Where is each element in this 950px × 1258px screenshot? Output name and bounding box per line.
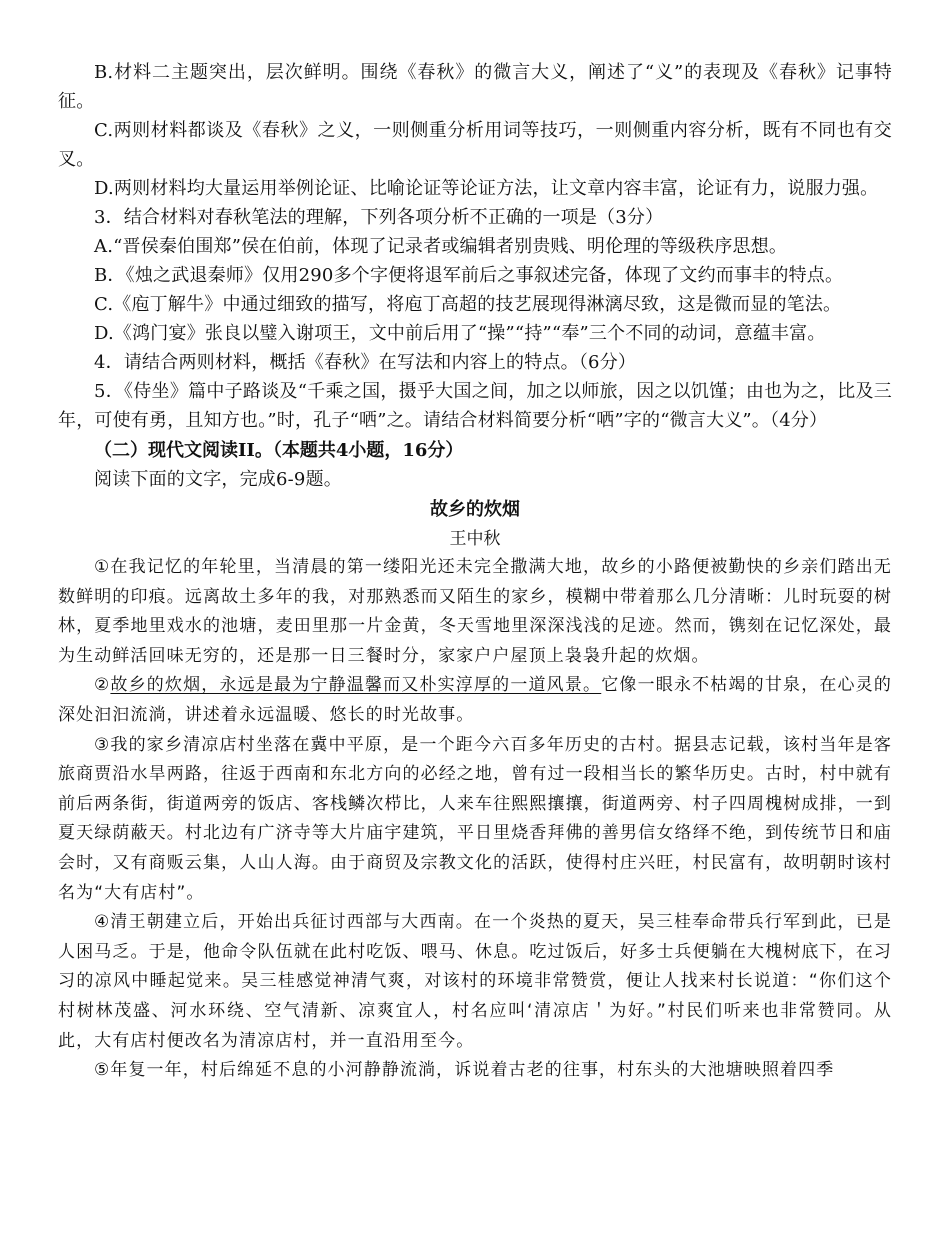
question-3-option-a: A.“晋侯秦伯围郑”侯在伯前，体现了记录者或编辑者别贵贱、明伦理的等级秩序思想。 — [94, 236, 788, 257]
option-c: C.两则材料都谈及《春秋》之义，一则侧重分析用词等技巧，一则侧重内容分析，既有不同也有交叉。 — [58, 120, 892, 170]
paragraph-2-rest: 它像一眼永不枯竭的甘泉，在心灵的深处汩汩流淌，讲述着永远温暖、悠长的时光故事。 — [58, 675, 892, 725]
question-5: 5．《侍坐》篇中子路谈及“千乘之国，摄乎大国之间，加之以师旅，因之以饥馑；由也为之，比及三年，可使有勇，且知方也。”时，孔子“哂”之。请结合材料简要分析“哂”字的“微言大义”。（4分） — [58, 381, 892, 431]
question-4: 4．请结合两则材料，概括《春秋》在写法和内容上的特点。（6分） — [94, 352, 637, 373]
option-d: D.两则材料均大量运用举例论证、比喻论证等论证方法，让文章内容丰富，论证有力，说服力强。 — [94, 178, 879, 199]
article-author: 王中秋 — [449, 529, 501, 549]
question-3-option-b: B．《烛之武退秦师》仅用290多个字便将退军前后之事叙述完备，体现了文约而事丰的特点。 — [94, 265, 844, 286]
exam-page — [58, 58, 892, 1086]
question-3-option-d: D.《鸿门宴》张良以璧入谢项王，文中前后用了“操”“持”“奉”三个不同的动词，意蕴丰富。 — [94, 323, 826, 344]
paragraph-number: ② — [94, 675, 111, 696]
underlined-sentence: 故乡的炊烟，永远是最为宁静温馨而又朴实淳厚的一道风景。 — [110, 675, 602, 696]
option-b: B.材料二主题突出，层次鲜明。围绕《春秋》的微言大义，阐述了“义”的表现及《春秋》记事特征。 — [58, 62, 892, 112]
article-paragraph-5: ⑤年复一年，村后绵延不息的小河静静流淌，诉说着古老的往事，村东头的大池塘映照着四季 — [94, 1060, 835, 1081]
article-paragraph-1: ①在我记忆的年轮里，当清晨的第一缕阳光还未完全撒满大地，故乡的小路便被勤快的乡亲们踏出无数鲜明的印痕。远离故土多年的我，对那熟悉而又陌生的家乡，模糊中带着那么几分清晰：儿时玩耍的树林，夏季地里戏水的池塘，麦田里那一片金黄，冬天雪地里深深浅浅的足迹。然而，镌刻在记忆深处，最为生动鲜活回味无穷的，还是那一日三餐时分，家家户户屋顶上袅袅升起的炊烟。 — [58, 557, 892, 666]
section-heading: （二）现代文阅读II。（本题共4小题，16分） — [94, 440, 464, 461]
question-3-stem: 3．结合材料对春秋笔法的理解，下列各项分析不正确的一项是（3分） — [94, 207, 664, 228]
article-title: 故乡的炊烟 — [430, 499, 520, 520]
section-instruction: 阅读下面的文字，完成6-9题。 — [94, 469, 342, 490]
article-paragraph-4: ④清王朝建立后，开始出兵征讨西部与大西南。在一个炎热的夏天，吴三桂奉命带兵行军到此，已是人困马乏。于是，他命令队伍就在此村吃饭、喂马、休息。吃过饭后，好多士兵便躺在大槐树底下，在习习的凉风中睡起觉来。吴三桂感觉神清气爽，对该村的环境非常赞赏，便让人找来村长说道：“你们这个村树林茂盛、河水环绕、空气清新、凉爽宜人，村名应叫‘清凉店＇为好。”村民们听来也非常赞同。从此，大有店村便改名为清凉店村，并一直沿用至今。 — [58, 912, 892, 1051]
article-paragraph-3: ③我的家乡清凉店村坐落在冀中平原，是一个距今六百多年历史的古村。据县志记载，该村当年是客旅商贾沿水旱两路，往返于西南和东北方向的必经之地，曾有过一段相当长的繁华历史。古时，村中就有前后两条街，街道两旁的饭店、客栈鳞次栉比，人来车往熙熙攘攘，街道两旁、村子四周槐树成排，一到夏天绿荫蔽天。村北边有广济寺等大片庙宇建筑，平日里烧香拜佛的善男信女络绎不绝，到传统节日和庙会时，又有商贩云集，人山人海。由于商贸及宗教文化的活跃，使得村庄兴旺，村民富有，故明朝时该村名为“大有店村”。 — [58, 734, 892, 903]
question-3-option-c: C.《庖丁解牛》中通过细致的描写，将庖丁高超的技艺展现得淋漓尽致，这是微而显的笔法。 — [94, 294, 842, 315]
article-paragraph-2 — [58, 671, 892, 730]
